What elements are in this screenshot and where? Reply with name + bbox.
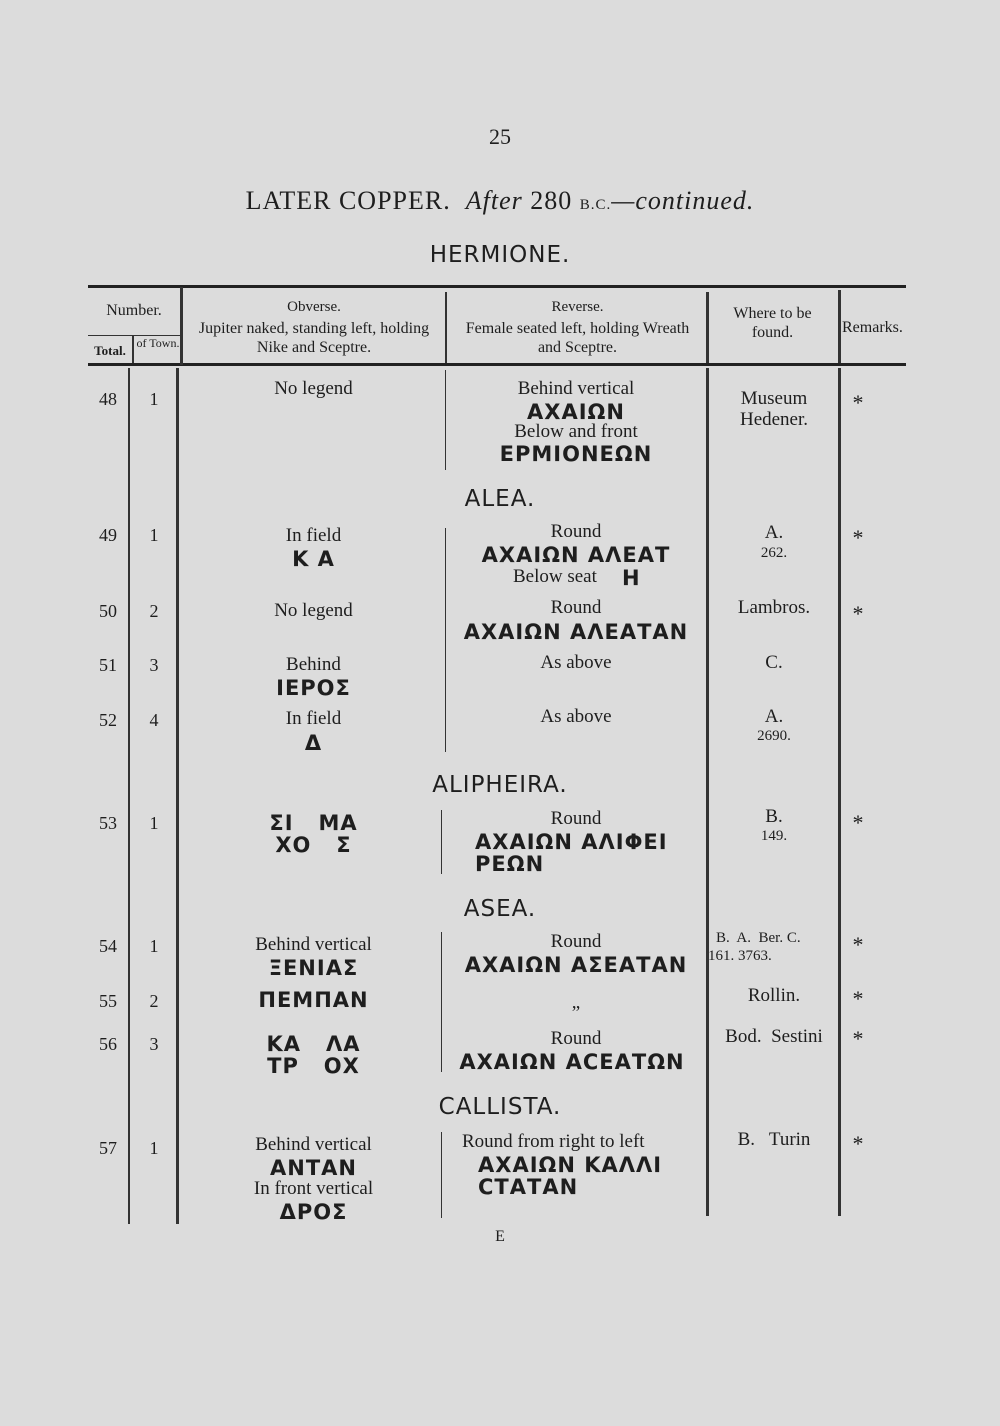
row54-where-2: 161. 3763.	[708, 948, 772, 964]
row54-town: 1	[149, 936, 159, 956]
row53-remark: *	[852, 810, 864, 835]
obverse-rule-4	[441, 932, 442, 1072]
row55-total: 55	[99, 991, 117, 1011]
row57-total: 57	[99, 1138, 117, 1158]
row53-where-2: 149.	[760, 828, 788, 844]
row48-reverse-4: ΕΡΜΙΟΝΕΩΝ	[499, 442, 653, 466]
row56-total: 56	[99, 1034, 117, 1054]
section-hermione: HERMIONE.	[429, 242, 571, 268]
row51-total: 51	[99, 655, 117, 675]
row53-where-1: B.	[765, 806, 783, 827]
row57-town: 1	[149, 1138, 159, 1158]
row56-where: Bod. Sestini	[725, 1026, 823, 1047]
row54-reverse-2: ΑΧΑΙΩΝ ΑΣΕΑΤΑΝ	[464, 953, 688, 977]
row48-remark: *	[852, 390, 864, 415]
row52-total: 52	[99, 710, 117, 730]
row52-town: 4	[149, 710, 159, 730]
row50-remark: *	[852, 601, 864, 626]
obverse-rule-3	[441, 810, 442, 874]
header-where: Where to be found.	[733, 305, 812, 341]
row57-where: B. Turin	[737, 1129, 811, 1150]
row48-reverse-3: Below and front	[514, 421, 638, 442]
row51-reverse: As above	[540, 652, 612, 673]
row55-town: 2	[149, 991, 159, 1011]
row57-obverse-3: In front vertical	[253, 1178, 374, 1199]
page-heading	[0, 186, 1000, 216]
row49-reverse-4: Η	[622, 566, 641, 590]
header-reverse-title: Reverse.	[551, 299, 604, 315]
section-asea: ASEA.	[463, 896, 537, 922]
row57-reverse-3: ϹΤΑΤΑΝ	[478, 1175, 579, 1199]
row53-obverse-2: ΧΟ Σ	[275, 833, 352, 857]
header-number: Number.	[106, 302, 162, 319]
row53-total: 53	[99, 813, 117, 833]
row57-remark: *	[852, 1131, 864, 1156]
row49-reverse-2: ΑΧΑΙΩΝ ΑΛΕΑΤ	[481, 543, 671, 567]
row48-town: 1	[149, 389, 159, 409]
section-alea: ALEA.	[464, 486, 536, 512]
row49-where-1: A.	[764, 522, 784, 543]
row54-obverse-2: ΞΕΝΙΑΣ	[268, 956, 359, 980]
row50-total: 50	[99, 601, 117, 621]
row49-reverse-1: Round	[550, 521, 602, 542]
row53-obverse-1: ΣΙ ΜΑ	[269, 811, 358, 835]
row57-obverse-4: ΔΡΟΣ	[279, 1200, 348, 1224]
obverse-rule-5	[441, 1132, 442, 1218]
row48-where-1: Museum	[740, 388, 808, 409]
header-obverse-title: Obverse.	[287, 299, 341, 315]
row49-where-2: 262.	[760, 545, 788, 561]
row56-remark: *	[852, 1026, 864, 1051]
row49-reverse-3: Below seat	[513, 566, 597, 587]
row56-reverse-1: Round	[550, 1028, 602, 1049]
row55-where: Rollin.	[747, 985, 801, 1006]
header-of-town: of Town.	[136, 336, 180, 350]
header-divider-number	[180, 287, 183, 365]
section-callista: CALLISTA.	[438, 1094, 562, 1120]
row56-town: 3	[149, 1034, 159, 1054]
row53-reverse-2: ΑΧΑΙΩΝ ΑΛΙΦΕΙ	[475, 830, 668, 854]
heading-main: LATER COPPER.	[245, 186, 451, 215]
header-divider-reverse	[706, 292, 709, 363]
row50-town: 2	[149, 601, 159, 621]
row52-obverse-1: In field	[285, 708, 342, 729]
row48-obverse: No legend	[274, 378, 353, 399]
row56-obverse-2: ΤΡ ΟΧ	[267, 1054, 360, 1078]
row57-reverse-1: Round from right to left	[462, 1131, 645, 1152]
page-number: 25	[489, 124, 511, 149]
row49-obverse-2: Κ Α	[292, 547, 335, 571]
row51-where: C.	[765, 652, 783, 673]
row53-town: 1	[149, 813, 159, 833]
row51-obverse-2: ΙΕΡΟΣ	[276, 676, 351, 700]
row50-reverse-1: Round	[550, 597, 602, 618]
heading-year: 280	[530, 186, 573, 215]
header-divider-obverse	[445, 292, 447, 363]
section-alipheira: ALIPHEIRA.	[432, 772, 568, 798]
table-header-rule	[88, 363, 906, 366]
header-divider-where	[838, 290, 841, 363]
row50-obverse: No legend	[274, 600, 353, 621]
heading-bc: B.C.	[579, 197, 612, 213]
row48-where-2: Hedener.	[739, 409, 809, 430]
row52-reverse: As above	[540, 706, 612, 727]
header-total: Total.	[94, 343, 126, 358]
row50-reverse-2: ΑΧΑΙΩΝ ΑΛΕΑΤΑΝ	[463, 620, 689, 644]
header-divider-total	[132, 336, 134, 363]
row48-reverse-1: Behind vertical	[517, 378, 635, 399]
row48-total: 48	[99, 389, 117, 409]
row52-where-1: A.	[764, 706, 784, 727]
row50-where-1: Lambros.	[737, 597, 811, 618]
header-reverse-desc: Female seated left, holding Wreath and Sceptre.	[465, 320, 690, 356]
row57-obverse-2: ΑΝΤΑΝ	[270, 1156, 357, 1180]
row55-remark: *	[852, 986, 864, 1011]
row57-reverse-2: ΑΧΑΙΩΝ ΚΑΛΛΙ	[478, 1153, 663, 1177]
row57-obverse-1: Behind vertical	[255, 1134, 372, 1155]
heading-continued: —continued.	[611, 186, 755, 215]
row51-obverse-1: Behind	[286, 654, 341, 675]
obverse-rule-2	[445, 528, 446, 752]
row54-obverse-1: Behind vertical	[255, 934, 372, 955]
row51-town: 3	[149, 655, 159, 675]
row53-reverse-3: ΡΕΩΝ	[475, 852, 545, 876]
row54-total: 54	[99, 936, 117, 956]
row49-obverse-1: In field	[285, 525, 342, 546]
row55-reverse: „	[571, 992, 581, 1013]
row53-reverse-1: Round	[550, 808, 602, 829]
row52-where-2: 2690.	[757, 728, 791, 744]
row49-town: 1	[149, 525, 159, 545]
obverse-rule-1	[445, 370, 446, 470]
row54-remark: *	[852, 932, 864, 957]
table-top-rule	[88, 285, 906, 288]
row49-remark: *	[852, 525, 864, 550]
row54-where-1: B. A. Ber. C.	[716, 930, 801, 946]
row55-obverse: ΠΕΜΠΑΝ	[258, 988, 369, 1012]
row52-obverse-2: Δ	[304, 731, 323, 755]
header-obverse-desc: Jupiter naked, standing left, holding Nike and Sceptre.	[198, 320, 430, 356]
heading-after: After	[465, 186, 523, 215]
row48-reverse-2: ΑΧΑΙΩΝ	[527, 400, 625, 424]
row56-reverse-2: ΑΧΑΙΩΝ ΑϹΕΑΤΩΝ	[459, 1050, 685, 1074]
row56-obverse-1: ΚΑ ΛΑ	[266, 1032, 361, 1056]
row49-total: 49	[99, 525, 117, 545]
header-remarks: Remarks.	[842, 319, 903, 336]
row54-reverse-1: Round	[550, 931, 602, 952]
signature-mark: E	[495, 1228, 505, 1245]
